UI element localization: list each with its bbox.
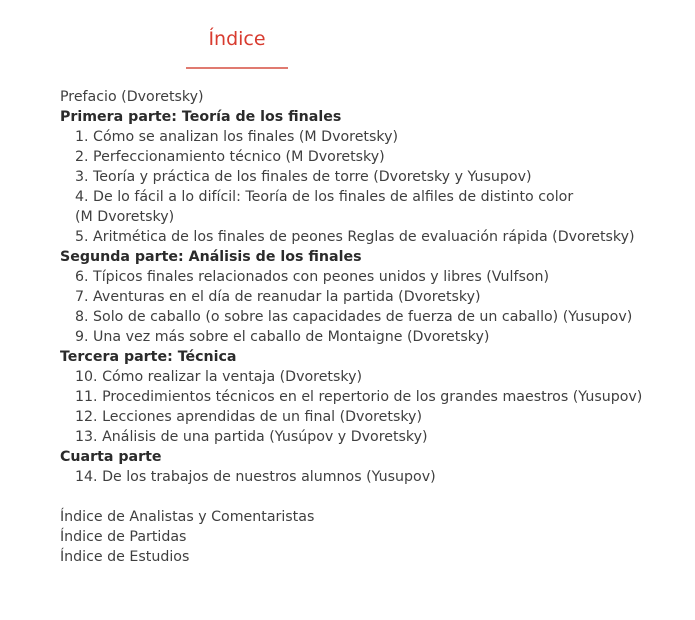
- title-underline: [186, 67, 288, 69]
- toc-chapter-7[interactable]: 7. Aventuras en el día de reanudar la partida (Dvoretsky): [75, 289, 481, 305]
- toc-index-studies-link[interactable]: Índice de Estudios: [60, 549, 190, 565]
- toc-index-analysts-link[interactable]: Índice de Analistas y Comentaristas: [60, 509, 315, 525]
- toc-preface-link[interactable]: Prefacio (Dvoretsky): [60, 89, 204, 105]
- toc-chapter-5[interactable]: 5. Aritmética de los finales de peones Reglas de evaluación rápida (Dvoretsky): [75, 229, 635, 245]
- page-title: Índice: [208, 28, 266, 50]
- toc-chapter-9[interactable]: 9. Una vez más sobre el caballo de Montaigne (Dvoretsky): [75, 329, 490, 345]
- part-heading-4: Cuarta parte: [60, 449, 162, 465]
- toc-chapter-4-continued[interactable]: (M Dvoretsky): [75, 209, 175, 225]
- toc-chapter-12[interactable]: 12. Lecciones aprendidas de un final (Dvoretsky): [75, 409, 422, 425]
- toc-chapter-1[interactable]: 1. Cómo se analizan los finales (M Dvoretsky): [75, 129, 399, 145]
- toc-chapter-4[interactable]: 4. De lo fácil a lo difícil: Teoría de los finales de alfiles de distinto color: [75, 189, 574, 205]
- toc-chapter-13[interactable]: 13. Análisis de una partida (Yusúpov y Dvoretsky): [75, 429, 428, 445]
- toc-chapter-2[interactable]: 2. Perfeccionamiento técnico (M Dvoretsky): [75, 149, 385, 165]
- section-spacer: [60, 487, 690, 507]
- toc-chapter-14[interactable]: 14. De los trabajos de nuestros alumnos (Yusupov): [75, 469, 436, 485]
- toc-chapter-8[interactable]: 8. Solo de caballo (o sobre las capacidades de fuerza de un caballo) (Yusupov): [75, 309, 633, 325]
- part-heading-3: Tercera parte: Técnica: [60, 349, 237, 365]
- part-heading-1: Primera parte: Teoría de los finales: [60, 109, 342, 125]
- toc-index-games-link[interactable]: Índice de Partidas: [60, 529, 187, 545]
- toc-chapter-10[interactable]: 10. Cómo realizar la ventaja (Dvoretsky): [75, 369, 363, 385]
- toc-chapter-6[interactable]: 6. Típicos finales relacionados con peones unidos y libres (Vulfson): [75, 269, 550, 285]
- toc-chapter-11[interactable]: 11. Procedimientos técnicos en el repertorio de los grandes maestros (Yusupov): [75, 389, 643, 405]
- table-of-contents: [60, 87, 690, 567]
- part-heading-2: Segunda parte: Análisis de los finales: [60, 249, 362, 265]
- toc-chapter-3[interactable]: 3. Teoría y práctica de los finales de torre (Dvoretsky y Yusupov): [75, 169, 532, 185]
